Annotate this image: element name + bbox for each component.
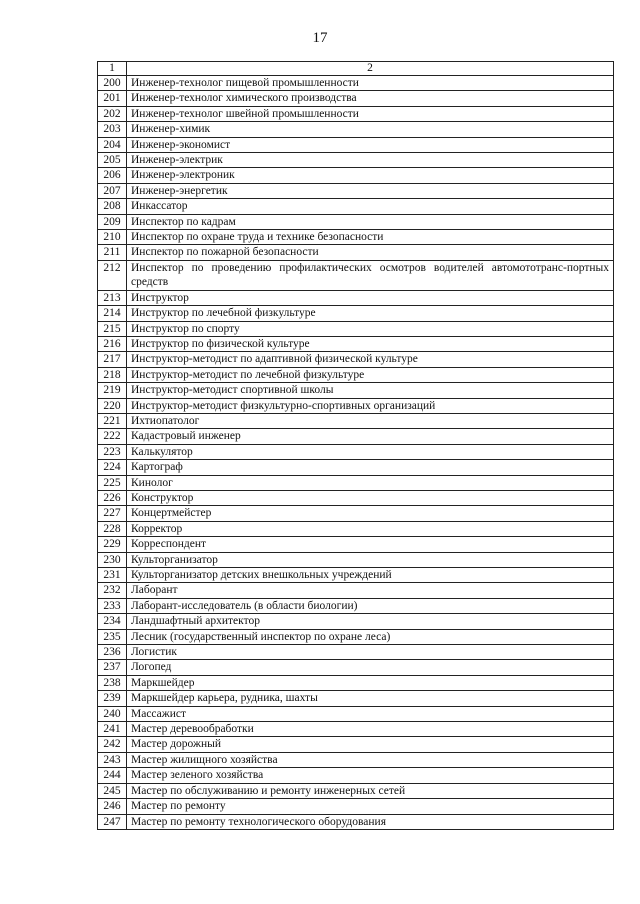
row-number-cell: 214	[98, 306, 127, 321]
table-row	[98, 645, 614, 660]
row-name-cell: Концертмейстер	[127, 506, 614, 521]
row-name-cell: Инспектор по пожарной безопасности	[127, 245, 614, 260]
row-name-cell: Инструктор	[127, 290, 614, 305]
table-row	[98, 768, 614, 783]
row-name-cell: Маркшейдер карьера, рудника, шахты	[127, 691, 614, 706]
table-row	[98, 475, 614, 490]
row-number-cell: 223	[98, 444, 127, 459]
row-name-cell: Инструктор-методист физкультурно-спортивных организаций	[127, 398, 614, 413]
row-number-cell: 202	[98, 106, 127, 121]
row-number-cell: 235	[98, 629, 127, 644]
row-number-cell: 247	[98, 814, 127, 829]
table-row	[98, 306, 614, 321]
table-row	[98, 629, 614, 644]
row-number-cell: 239	[98, 691, 127, 706]
table-row	[98, 799, 614, 814]
table-row	[98, 568, 614, 583]
row-number-cell: 238	[98, 675, 127, 690]
row-number-cell: 221	[98, 413, 127, 428]
row-number-cell: 244	[98, 768, 127, 783]
row-name-cell: Маркшейдер	[127, 675, 614, 690]
row-number-cell: 241	[98, 722, 127, 737]
table-row	[98, 122, 614, 137]
table-row	[98, 598, 614, 613]
table-row	[98, 398, 614, 413]
row-name-cell: Мастер жилищного хозяйства	[127, 752, 614, 767]
row-name-cell: Инженер-химик	[127, 122, 614, 137]
row-name-cell: Лаборант-исследователь (в области биологии)	[127, 598, 614, 613]
table-row	[98, 199, 614, 214]
row-number-cell: 210	[98, 230, 127, 245]
table-row	[98, 352, 614, 367]
row-name-cell: Мастер деревообработки	[127, 722, 614, 737]
row-name-cell: Инженер-технолог химического производства	[127, 91, 614, 106]
row-name-cell: Мастер по ремонту технологического оборудования	[127, 814, 614, 829]
row-number-cell: 234	[98, 614, 127, 629]
row-name-cell: Культорганизатор	[127, 552, 614, 567]
row-name-cell: Корреспондент	[127, 537, 614, 552]
row-number-cell: 213	[98, 290, 127, 305]
row-number-cell: 209	[98, 214, 127, 229]
table-row	[98, 168, 614, 183]
row-number-cell: 200	[98, 76, 127, 91]
row-number-cell: 205	[98, 153, 127, 168]
table-row	[98, 413, 614, 428]
row-name-cell: Мастер по обслуживанию и ремонту инженерных сетей	[127, 783, 614, 798]
table-row	[98, 76, 614, 91]
row-number-cell: 220	[98, 398, 127, 413]
row-name-cell: Логистик	[127, 645, 614, 660]
row-name-cell: Массажист	[127, 706, 614, 721]
table-row	[98, 675, 614, 690]
table-row	[98, 783, 614, 798]
row-number-cell: 211	[98, 245, 127, 260]
table-row	[98, 537, 614, 552]
table-row	[98, 444, 614, 459]
table-row	[98, 367, 614, 382]
row-name-cell: Мастер по ремонту	[127, 799, 614, 814]
row-number-cell: 237	[98, 660, 127, 675]
table-row	[98, 183, 614, 198]
table-row	[98, 660, 614, 675]
row-name-cell: Инженер-технолог швейной промышленности	[127, 106, 614, 121]
row-name-cell: Инспектор по проведению профилактических осмотров водителей автомототранс-портных средств	[127, 260, 614, 290]
row-name-cell: Лаборант	[127, 583, 614, 598]
row-number-cell: 245	[98, 783, 127, 798]
row-name-cell: Инкассатор	[127, 199, 614, 214]
table-row	[98, 691, 614, 706]
row-name-cell: Культорганизатор детских внешкольных учреждений	[127, 568, 614, 583]
table-body	[98, 62, 614, 830]
row-number-cell: 232	[98, 583, 127, 598]
table-row	[98, 245, 614, 260]
row-name-cell: Кадастровый инженер	[127, 429, 614, 444]
row-number-cell: 219	[98, 383, 127, 398]
row-number-cell: 204	[98, 137, 127, 152]
row-number-cell: 222	[98, 429, 127, 444]
row-number-cell: 206	[98, 168, 127, 183]
row-number-cell: 246	[98, 799, 127, 814]
row-number-cell: 243	[98, 752, 127, 767]
row-name-cell: Ихтиопатолог	[127, 413, 614, 428]
row-number-cell: 225	[98, 475, 127, 490]
table-row	[98, 336, 614, 351]
row-name-cell: Инструктор-методист по лечебной физкультуре	[127, 367, 614, 382]
table-row	[98, 153, 614, 168]
table-row	[98, 214, 614, 229]
header-cell-number: 1	[98, 62, 127, 76]
table-row	[98, 506, 614, 521]
header-cell-name: 2	[127, 62, 614, 76]
table-row	[98, 91, 614, 106]
row-name-cell: Инженер-электрик	[127, 153, 614, 168]
row-number-cell: 201	[98, 91, 127, 106]
row-name-cell: Инструктор-методист по адаптивной физической культуре	[127, 352, 614, 367]
row-number-cell: 233	[98, 598, 127, 613]
table-row	[98, 230, 614, 245]
row-name-cell: Картограф	[127, 460, 614, 475]
row-name-cell: Инспектор по кадрам	[127, 214, 614, 229]
row-name-cell: Инспектор по охране труда и технике безопасности	[127, 230, 614, 245]
row-number-cell: 240	[98, 706, 127, 721]
row-number-cell: 230	[98, 552, 127, 567]
table-row	[98, 752, 614, 767]
row-name-cell: Кинолог	[127, 475, 614, 490]
row-number-cell: 236	[98, 645, 127, 660]
row-number-cell: 212	[98, 260, 127, 290]
page-number: 17	[312, 30, 328, 46]
row-number-cell: 207	[98, 183, 127, 198]
row-number-cell: 217	[98, 352, 127, 367]
table-row	[98, 583, 614, 598]
row-number-cell: 203	[98, 122, 127, 137]
table-row	[98, 260, 614, 290]
table-row	[98, 321, 614, 336]
row-number-cell: 231	[98, 568, 127, 583]
row-name-cell: Инструктор по физической культуре	[127, 336, 614, 351]
row-number-cell: 227	[98, 506, 127, 521]
row-name-cell: Логопед	[127, 660, 614, 675]
row-number-cell: 208	[98, 199, 127, 214]
table-row	[98, 290, 614, 305]
row-number-cell: 226	[98, 490, 127, 505]
table-row	[98, 737, 614, 752]
table-header-row	[98, 62, 614, 76]
row-number-cell: 224	[98, 460, 127, 475]
table-row	[98, 490, 614, 505]
table-row	[98, 814, 614, 829]
table-row	[98, 552, 614, 567]
table-row	[98, 706, 614, 721]
table-row	[98, 460, 614, 475]
table-row	[98, 106, 614, 121]
row-name-cell: Инструктор по спорту	[127, 321, 614, 336]
row-number-cell: 218	[98, 367, 127, 382]
row-name-cell: Конструктор	[127, 490, 614, 505]
row-name-cell: Калькулятор	[127, 444, 614, 459]
row-name-cell: Корректор	[127, 521, 614, 536]
row-name-cell: Лесник (государственный инспектор по охране леса)	[127, 629, 614, 644]
row-number-cell: 229	[98, 537, 127, 552]
row-name-cell: Мастер дорожный	[127, 737, 614, 752]
table-row	[98, 383, 614, 398]
row-name-cell: Инженер-технолог пищевой промышленности	[127, 76, 614, 91]
table-row	[98, 614, 614, 629]
row-number-cell: 216	[98, 336, 127, 351]
row-name-cell: Инженер-энергетик	[127, 183, 614, 198]
row-number-cell: 228	[98, 521, 127, 536]
row-name-cell: Инженер-электроник	[127, 168, 614, 183]
table-row	[98, 521, 614, 536]
row-name-cell: Инструктор-методист спортивной школы	[127, 383, 614, 398]
row-number-cell: 242	[98, 737, 127, 752]
row-name-cell: Инструктор по лечебной физкультуре	[127, 306, 614, 321]
table-row	[98, 137, 614, 152]
row-name-cell: Ландшафтный архитектор	[127, 614, 614, 629]
table-row	[98, 722, 614, 737]
row-number-cell: 215	[98, 321, 127, 336]
row-name-cell: Мастер зеленого хозяйства	[127, 768, 614, 783]
row-name-cell: Инженер-экономист	[127, 137, 614, 152]
table-row	[98, 429, 614, 444]
professions-table	[97, 61, 614, 830]
